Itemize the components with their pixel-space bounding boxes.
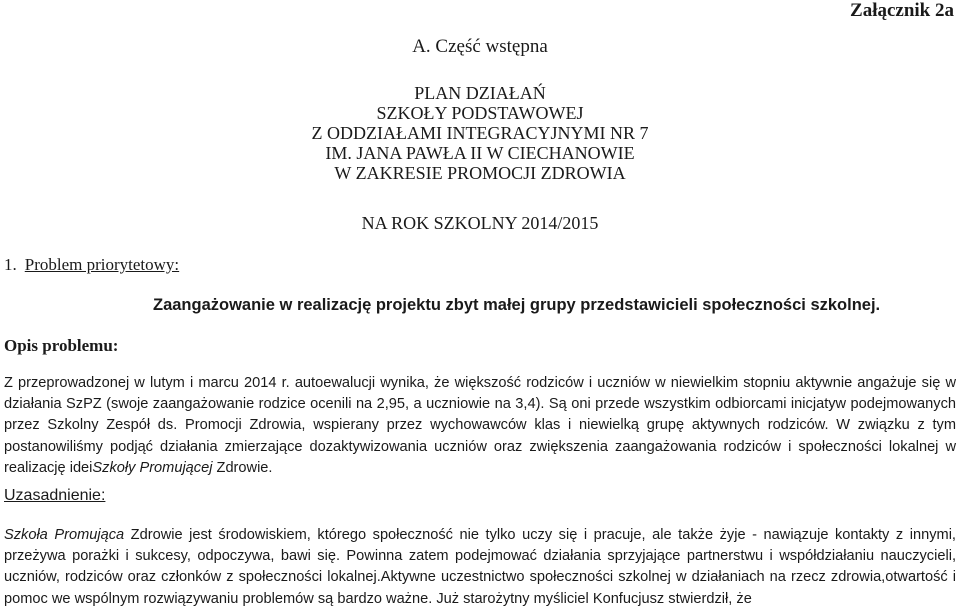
problem-label: [4, 255, 179, 275]
annex-label: Załącznik 2a: [850, 0, 954, 21]
justification-italic: Szkoła Promująca: [4, 527, 125, 543]
description-text-end: Zdrowie.: [212, 459, 273, 476]
description-paragraph: [4, 373, 956, 479]
heading-line: IM. JANA PAWŁA II W CIECHANOWIE: [325, 143, 635, 163]
justification-text: Zdrowie jest środowiskiem, którego społeczność nie tylko uczy się i pracuje, ale także żyje - nawiązuje kontakty z innymi, przeżywa porażki i sukcesy, odpoczywa, bawi się. Powinna zatem podejmować działania sprzyjające partnerstwu i współdziałaniu nauczycieli, uczniów, rodziców oraz członków z społeczności lokalnej.Aktywne uczestnictwo społeczności szkolnej w działaniach na rzecz zdrowia,otwartość i pomoc we wspólnym rozwiązywaniu problemów są bardzo ważne. Już starożytny myśliciel Konfucjusz stwierdził, że: [4, 527, 956, 607]
school-year: NA ROK SZKOLNY 2014/2015: [361, 213, 599, 233]
problem-number: 1.: [4, 255, 17, 274]
heading-line: PLAN DZIAŁAŃ: [414, 83, 546, 103]
heading-line: W ZAKRESIE PROMOCJI ZDROWIA: [334, 163, 626, 183]
section-title: A. Część wstępna: [412, 36, 548, 57]
problem-label-text: Problem priorytetowy:: [24, 255, 180, 274]
justification-paragraph: [4, 525, 956, 610]
justification-label: Uzasadnienie:: [4, 487, 106, 504]
description-text: Z przeprowadzonej w lutym i marcu 2014 r. autoewalucji wynika, że większość rodziców i uczniów w niewielkim stopniu aktywnie angażuje się w działania SzPZ (swoje zaangażowanie rodzice ocenili na 2,95, a uczniowie na 3,4). Są oni przede wszystkim odbiorcami inicjatyw podejmowanych przez Szkolny Zespół ds. Promocji Zdrowia, wspierany przez wychowawców klas i niewielką grupę aktywnych rodziców. W związku z tym postanowiliśmy podjąć działania zmierzające dozaktywizowania uczniów oraz zwiększenia zaangażowania rodziców i społeczności lokalnej w realizację idei: [4, 375, 956, 476]
description-italic: Szkoły Promującej: [92, 459, 213, 476]
heading-line: Z ODDZIAŁAMI INTEGRACYJNYMI NR 7: [311, 123, 649, 143]
problem-statement: Zaangażowanie w realizację projektu zbyt małej grupy przedstawicieli społeczności szkolnej.: [153, 296, 881, 314]
plan-heading: [0, 83, 960, 183]
heading-line: SZKOŁY PODSTAWOWEJ: [376, 103, 584, 123]
description-label: Opis problemu:: [4, 336, 119, 355]
